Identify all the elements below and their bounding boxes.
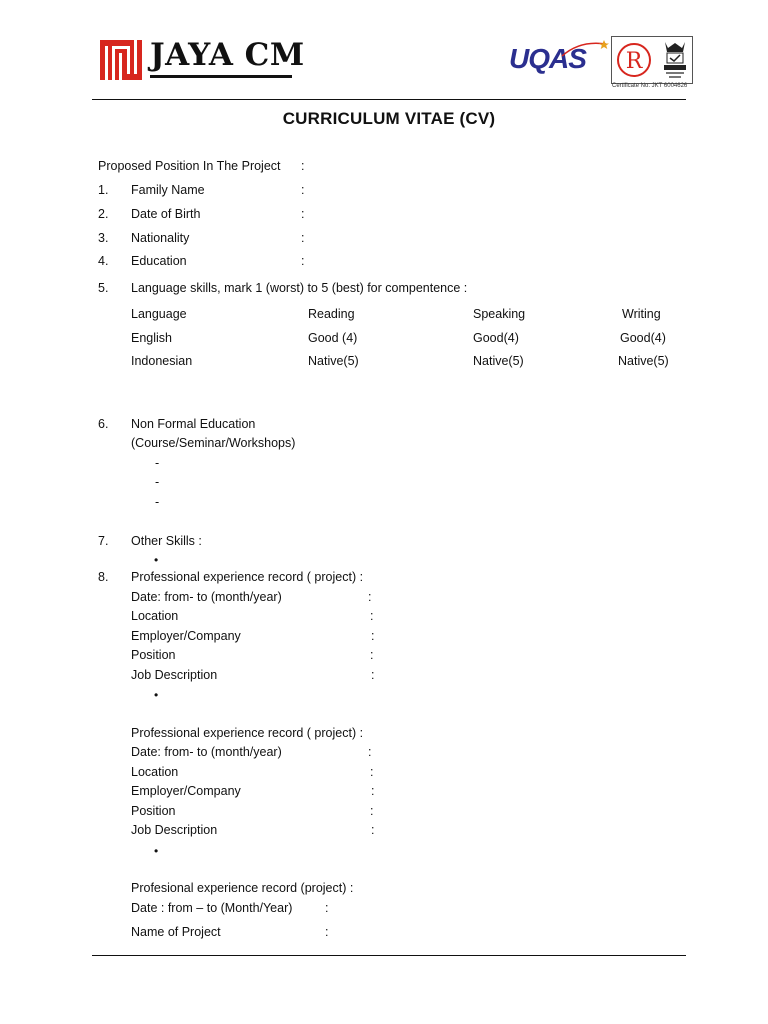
table-cell: Indonesian bbox=[131, 354, 193, 368]
non-formal-education-sublabel: (Course/Seminar/Workshops) bbox=[131, 436, 296, 450]
jaya-logo-icon bbox=[100, 40, 142, 80]
bullet-item: • bbox=[154, 844, 159, 858]
education-label: Education bbox=[131, 254, 187, 268]
colon: : bbox=[371, 784, 375, 798]
colon: : bbox=[370, 648, 374, 662]
language-skills-label: Language skills, mark 1 (worst) to 5 (best) for compentence : bbox=[131, 281, 468, 295]
table-cell: Good (4) bbox=[308, 331, 358, 345]
non-formal-education-label: Non Formal Education bbox=[131, 417, 256, 431]
table-cell: Native(5) bbox=[618, 354, 669, 368]
certification-badge bbox=[611, 36, 693, 84]
item-number: 3. bbox=[98, 231, 109, 245]
table-header: Reading bbox=[308, 307, 355, 321]
experience-date-label: Date: from- to (month/year) bbox=[131, 745, 282, 759]
dash-item: - bbox=[155, 475, 160, 489]
table-cell: Good(4) bbox=[473, 331, 519, 345]
colon: : bbox=[368, 745, 372, 759]
other-skills-label: Other Skills : bbox=[131, 534, 202, 548]
experience-heading: Professional experience record ( project) : bbox=[131, 570, 364, 584]
item-number: 1. bbox=[98, 183, 109, 197]
footer-divider bbox=[92, 955, 686, 956]
item-number: 2. bbox=[98, 207, 109, 221]
experience-location-label: Location bbox=[131, 609, 179, 623]
table-header: Writing bbox=[622, 307, 661, 321]
page-title: CURRICULUM VITAE (CV) bbox=[282, 109, 496, 128]
item-number: 8. bbox=[98, 570, 109, 584]
colon: : bbox=[301, 159, 305, 173]
table-cell: Native(5) bbox=[308, 354, 359, 368]
colon: : bbox=[370, 609, 374, 623]
item-number: 6. bbox=[98, 417, 109, 431]
dash-item: - bbox=[155, 495, 160, 509]
uqas-star-arc-icon bbox=[560, 38, 610, 58]
colon: : bbox=[301, 231, 305, 245]
experience-position-label: Position bbox=[131, 804, 176, 818]
colon: : bbox=[301, 183, 305, 197]
experience-employer-label: Employer/Company bbox=[131, 629, 241, 643]
colon: : bbox=[370, 804, 374, 818]
registered-quality-icon bbox=[616, 41, 652, 79]
colon: : bbox=[325, 925, 329, 939]
company-name-underline bbox=[150, 75, 292, 78]
colon: : bbox=[325, 901, 329, 915]
item-number: 4. bbox=[98, 254, 109, 268]
bullet-item: • bbox=[154, 688, 159, 702]
proposed-position-label: Proposed Position In The Project bbox=[98, 159, 281, 173]
table-cell: Native(5) bbox=[473, 354, 524, 368]
nationality-label: Nationality bbox=[131, 231, 190, 245]
project-name-label: Name of Project bbox=[131, 925, 221, 939]
bullet-item: • bbox=[154, 553, 159, 567]
company-name: JAYA CM bbox=[150, 37, 305, 73]
svg-text:R: R bbox=[625, 49, 643, 74]
colon: : bbox=[370, 765, 374, 779]
uqas-logo-text: UQAS bbox=[509, 43, 586, 74]
ukas-crown-icon bbox=[662, 40, 688, 80]
table-header: Language bbox=[131, 307, 187, 321]
date-of-birth-label: Date of Birth bbox=[131, 207, 201, 221]
item-number: 5. bbox=[98, 281, 109, 295]
colon: : bbox=[301, 207, 305, 221]
experience-position-label: Position bbox=[131, 648, 176, 662]
experience-job-description-label: Job Description bbox=[131, 823, 218, 837]
dash-item: - bbox=[155, 456, 160, 470]
family-name-label: Family Name bbox=[131, 183, 205, 197]
experience-heading: Professional experience record ( project) : bbox=[131, 726, 364, 740]
colon: : bbox=[301, 254, 305, 268]
certificate-number: Certificate No. JKT 6004626 bbox=[612, 83, 688, 89]
experience-employer-label: Employer/Company bbox=[131, 784, 241, 798]
experience-date-label: Date : from – to (Month/Year) bbox=[131, 901, 293, 915]
experience-heading: Profesional experience record (project) : bbox=[131, 881, 354, 895]
colon: : bbox=[371, 629, 375, 643]
experience-job-description-label: Job Description bbox=[131, 668, 218, 682]
header-divider bbox=[92, 99, 686, 100]
colon: : bbox=[368, 590, 372, 604]
table-cell: Good(4) bbox=[620, 331, 666, 345]
colon: : bbox=[371, 823, 375, 837]
colon: : bbox=[371, 668, 375, 682]
table-header: Speaking bbox=[473, 307, 526, 321]
table-cell: English bbox=[131, 331, 172, 345]
item-number: 7. bbox=[98, 534, 109, 548]
experience-date-label: Date: from- to (month/year) bbox=[131, 590, 282, 604]
experience-location-label: Location bbox=[131, 765, 179, 779]
